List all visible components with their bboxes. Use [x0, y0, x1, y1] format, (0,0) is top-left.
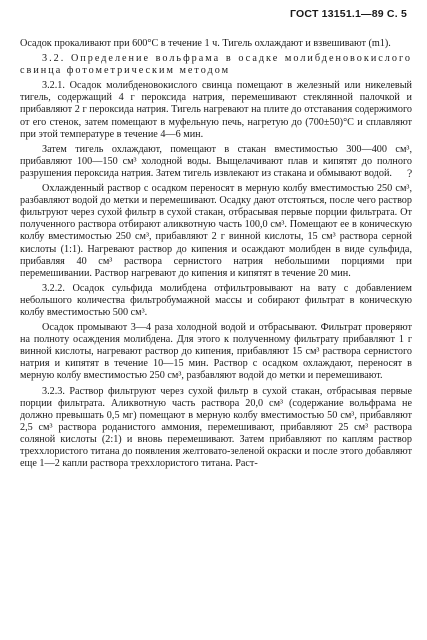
paragraph: Осадок прокаливают при 600°C в течение 1 ч. Тигель охлаждают и взвешивают (m1). — [20, 38, 391, 49]
margin-question-mark: ? — [407, 166, 413, 180]
paragraph: Затем тигель охлаждают, помещают в стакан вместимостью 300—400 см³, прибавляют 100—150 см³ холодной воды. Выщелачивают плав и кипятят до полного разрушения пероксида натрия. Затем тигель извлекают из стакана и обмывают водой. — [20, 143, 412, 179]
paragraph: 3.2.2. Осадок сульфида молибдена отфильтровывают на вату с добавлением небольшого количества фильтробумажной массы и собирают фильтрат в коническую колбу вместимостью 500 см³. — [20, 282, 412, 318]
paragraph: Охлажденный раствор с осадком переносят в мерную колбу вместимостью 250 см³, разбавляют водой до метки и перемешивают. Осадку дают отстояться, после чего раствор фильтруют через сухой фильтр в сухой стакан, отбрасывая первые порции фильтрата. От полученного раствора отбирают аликвотную часть 100,0 см³. Помещают ее в коническую колбу вместимостью 250 см³, прибавляют 2 г винной кислоты, 15 см³ раствора серной кислоты (1:1). Нагревают раствор до кипения и осаждают молибден в виде сульфида, прибавляя 40 см³ раствора сернистого натрия небольшими порциями при перемешивании. Раствор нагревают до кипения и кипятят в течение 20 мин. — [20, 183, 412, 279]
document-body — [20, 38, 412, 473]
paragraph: 3.2.1. Осадок молибденовокислого свинца помещают в железный или никелевый тигель, содержащий 4 г пероксида натрия, перемешивают стеклянной палочкой и прибавляют 2 г пероксида натрия. Тигель нагревают на плите до отставания содержимого от его стенок, затем помещают в муфельную печь, нагретую до (700±50)°C и сплавляют при этой температуре в течение 4—6 мин. — [20, 80, 412, 140]
paragraph: 3.2.3. Раствор фильтруют через сухой фильтр в сухой стакан, отбрасывая первые порции фильтрата. Аликвотную часть раствора 20,0 см³ (содержание вольфрама не должно превышать 0,5 мг) помещают в мерную колбу вместимостью 50 см³, прибавляют 2,5 см³ раствора роданистого аммония, перемешивают, прибавляют 25 см³ раствора соляной кислоты (2:1) и вновь перемешивают. Затем прибавляют по каплям раствор треххлористого титана до появления желтовато-зеленой окраски и после этого добавляют еще 1—2 капли раствора треххлористого титана. Раст- — [20, 385, 412, 470]
paragraph: Осадок промывают 3—4 раза холодной водой и отбрасывают. Фильтрат проверяют на полноту осаждения молибдена. Для этого к полученному фильтрату прибавляют 1 г винной кислоты, нагревают раствор до кипения, прибавляют 15 см³ раствора сернистого натрия и кипятят в течение 10—15 мин. Раствор с осадком охлаждают, переносят в мерную колбу вместимостью 250 см³, разбавляют водой до метки и перемешивают. — [20, 322, 412, 382]
section-heading: 3.2. Определение вольфрама в осадке молибденовокислого свинца фотометрическим методом — [20, 53, 412, 77]
page-header: ГОСТ 13151.1—89 С. 5 — [290, 8, 407, 20]
